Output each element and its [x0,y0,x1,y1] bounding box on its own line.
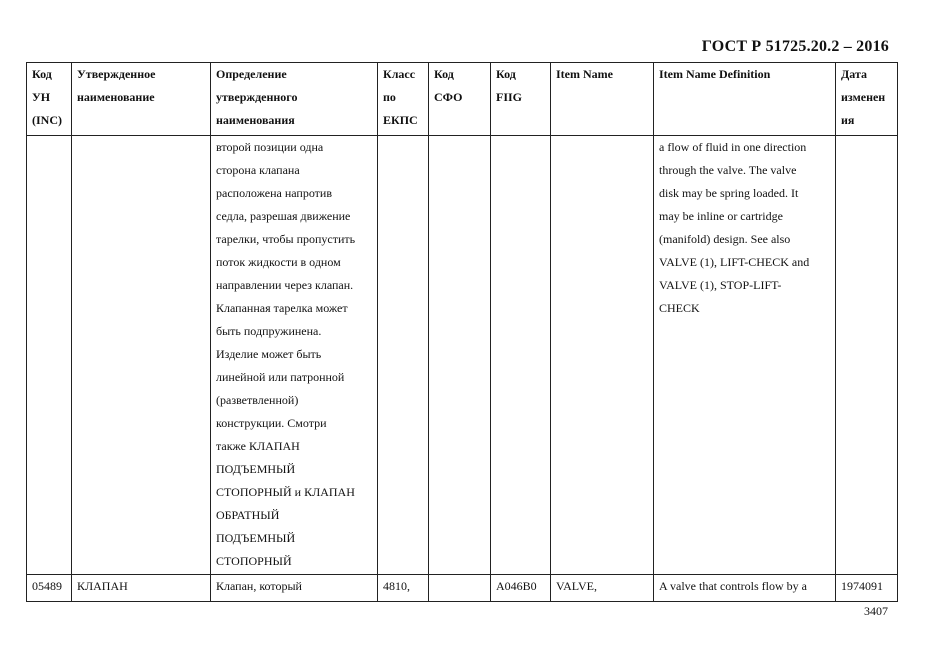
text-line: также КЛАПАН [216,439,300,453]
text-line: (разветвленной) [216,393,299,407]
text-line: СТОПОРНЫЙ [216,554,292,568]
text-line: СТОПОРНЫЙ и КЛАПАН [216,485,355,499]
text-line: седла, разрешая движение [216,209,351,223]
cell-approved-name: КЛАПАН [72,575,211,602]
text-line: (manifold) design. See also [659,232,791,246]
cell-sfo [429,575,491,602]
nomenclature-table [26,62,898,602]
header-inc: Код УН (INC) [27,63,72,136]
cell-definition-en [654,136,836,575]
text-line: сторона клапана [216,163,300,177]
text-line: конструкции. Смотри [216,416,327,430]
text-line: a flow of fluid in one direction [659,140,807,154]
cell-class [378,136,429,575]
header-change-date: Дата изменен ия [836,63,898,136]
cell-item-name: VALVE, [551,575,654,602]
text-line: линейной или патронной [216,370,345,384]
text-line: быть подпружинена. [216,324,322,338]
text-line: тарелки, чтобы пропустить [216,232,356,246]
header-item-name-definition: Item Name Definition [654,63,836,136]
text-line: VALVE (1), STOP-LIFT- [659,278,782,292]
cell-fiig: A046B0 [491,575,551,602]
text-line: ОБРАТНЫЙ [216,508,280,522]
table-row-continuation [27,136,898,575]
cell-item-name [551,136,654,575]
text-line: поток жидкости в одном [216,255,341,269]
cell-date: 1974091 [836,575,898,602]
cell-definition-ru [211,136,378,575]
header-item-name: Item Name [551,63,654,136]
document-header: ГОСТ Р 51725.20.2 – 2016 [701,38,889,55]
page-number: 3407 [864,604,888,618]
text-line: through the valve. The valve [659,163,797,177]
text-line: второй позиции одна [216,140,324,154]
text-line: Клапанная тарелка может [216,301,348,315]
header-approved-name: Утвержденное наименование [72,63,211,136]
cell-date [836,136,898,575]
text-line: VALVE (1), LIFT-CHECK and [659,255,810,269]
text-line: Изделие может быть [216,347,322,361]
cell-inc: 05489 [27,575,72,602]
text-line: направлении через клапан. [216,278,354,292]
table-row [27,575,898,602]
cell-inc [27,136,72,575]
cell-definition-en: A valve that controls flow by a [654,575,836,602]
cell-fiig [491,136,551,575]
header-row [27,63,898,136]
header-class: Класс по ЕКПС [378,63,429,136]
text-line: disk may be spring loaded. It [659,186,799,200]
text-line: CHECK [659,301,700,315]
text-line: ПОДЪЕМНЫЙ [216,462,296,476]
cell-class: 4810, [378,575,429,602]
header-sfo-code: Код СФО [429,63,491,136]
text-line: may be inline or cartridge [659,209,783,223]
header-definition: Определение утвержденного наименования [211,63,378,136]
text-line: расположена напротив [216,186,332,200]
cell-definition-ru: Клапан, который [211,575,378,602]
cell-sfo [429,136,491,575]
text-line: ПОДЪЕМНЫЙ [216,531,296,545]
cell-approved-name [72,136,211,575]
header-fiig-code: Код FIIG [491,63,551,136]
